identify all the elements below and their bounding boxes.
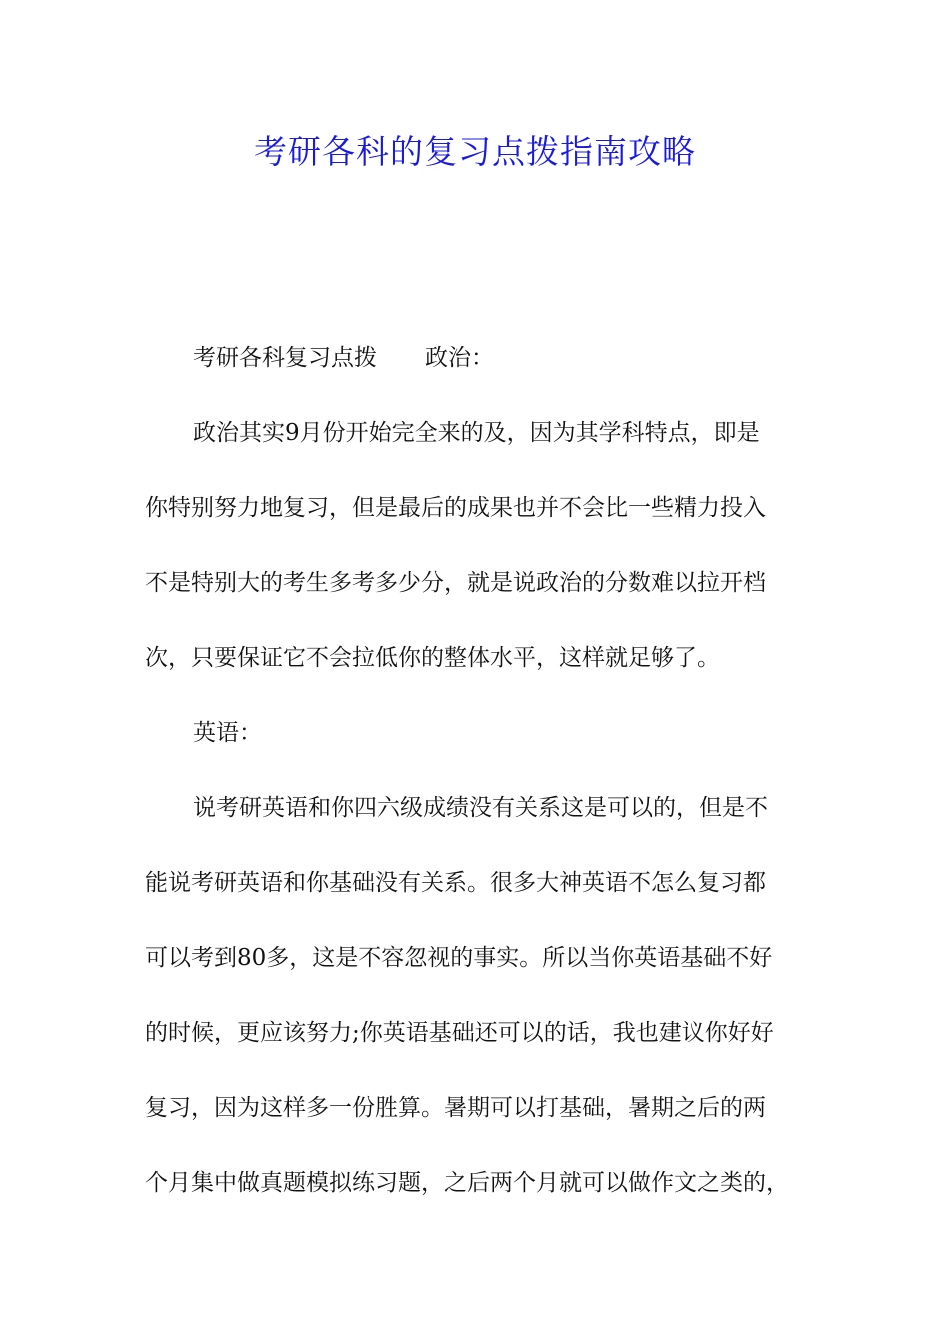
paragraph-line: 政治其实9月份开始完全来的及，因为其学科特点，即是: [193, 420, 760, 446]
paragraph-line: 说考研英语和你四六级成绩没有关系这是可以的，但是不: [193, 795, 768, 821]
heading-left-text: 考研各科复习点拨: [193, 345, 377, 371]
heading-right-text: 政治：: [425, 345, 494, 371]
paragraph-line: 能说考研英语和你基础没有关系。很多大神英语不怎么复习都: [145, 870, 766, 896]
document-title: 考研各科的复习点拨指南攻略: [254, 132, 696, 171]
paragraph-line: 不是特别大的考生多考多少分，就是说政治的分数难以拉开档: [145, 570, 766, 596]
paragraph-line: 的时候，更应该努力;你英语基础还可以的话，我也建议你好好: [145, 1020, 774, 1046]
paragraph-line: 你特别努力地复习，但是最后的成果也并不会比一些精力投入: [145, 495, 766, 521]
section-heading-english: 英语：: [193, 720, 262, 746]
paragraph-line: 个月集中做真题模拟练习题，之后两个月就可以做作文之类的，: [145, 1170, 789, 1196]
section-heading: [193, 343, 873, 373]
paragraph-line: 次，只要保证它不会拉低你的整体水平，这样就足够了。: [145, 645, 720, 671]
paragraph-line: 可以考到80多，这是不容忽视的事实。所以当你英语基础不好: [145, 945, 773, 971]
paragraph-line: 复习，因为这样多一份胜算。暑期可以打基础，暑期之后的两: [145, 1095, 766, 1121]
